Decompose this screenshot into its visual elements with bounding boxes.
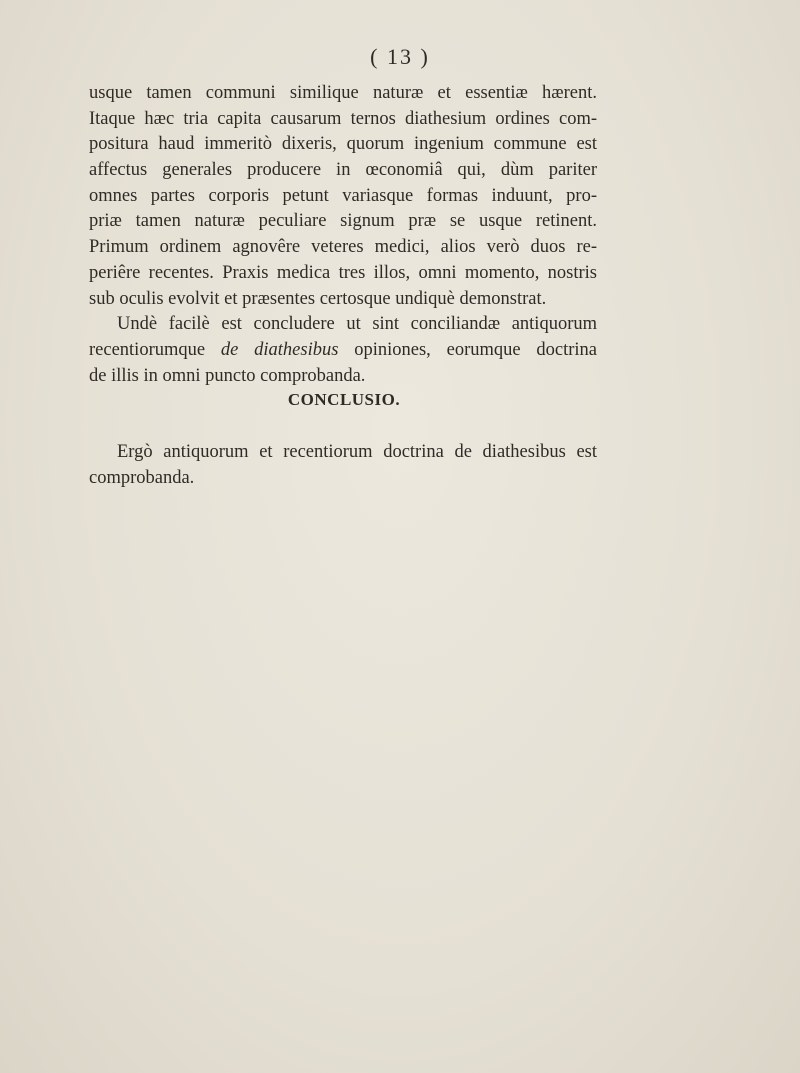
text-line: affectus generales producere in œconomiâ qui, dùm pariter: [89, 160, 597, 181]
text-line: de illis in omni puncto comprobanda.: [89, 365, 366, 386]
text-line: sub oculis evolvit et præsentes certosque undiquè demonstrat.: [89, 288, 547, 309]
text-line: Ergò antiquorum et recentiorum doctrina de diathesibus est: [117, 442, 597, 462]
text-span: recentiorumque: [89, 339, 221, 360]
text-line: Undè facilè est concludere ut sint conciliandæ antiquorum: [117, 314, 597, 335]
italic-phrase: de diathesibus: [220, 339, 339, 360]
text-line-with-italic: [89, 338, 597, 364]
text-line: Itaque hæc tria capita causarum ternos diathesium ordines com-: [89, 108, 597, 129]
text-line: periêre recentes. Praxis medica tres illos, omni momento, nostris: [89, 262, 597, 283]
text-line: Primum ordinem agnovêre veteres medici, alios verò duos re-: [89, 237, 597, 258]
body-text: [89, 81, 597, 389]
text-span: opiniones, eorumque doctrina: [338, 339, 597, 360]
text-line: omnes partes corporis petunt variasque formas induunt, pro-: [89, 185, 597, 206]
section-heading: CONCLUSIO.: [287, 390, 401, 409]
page-number: ( 13 ): [370, 44, 430, 69]
text-line: priæ tamen naturæ peculiare signum præ se usque retinent.: [89, 211, 597, 232]
conclusion-text: [89, 440, 597, 491]
text-line: comprobanda.: [89, 467, 195, 488]
text-line: usque tamen communi similique naturæ et essentiæ hærent.: [89, 83, 597, 103]
text-line: positura haud immeritò dixeris, quorum ingenium commune est: [89, 134, 597, 155]
